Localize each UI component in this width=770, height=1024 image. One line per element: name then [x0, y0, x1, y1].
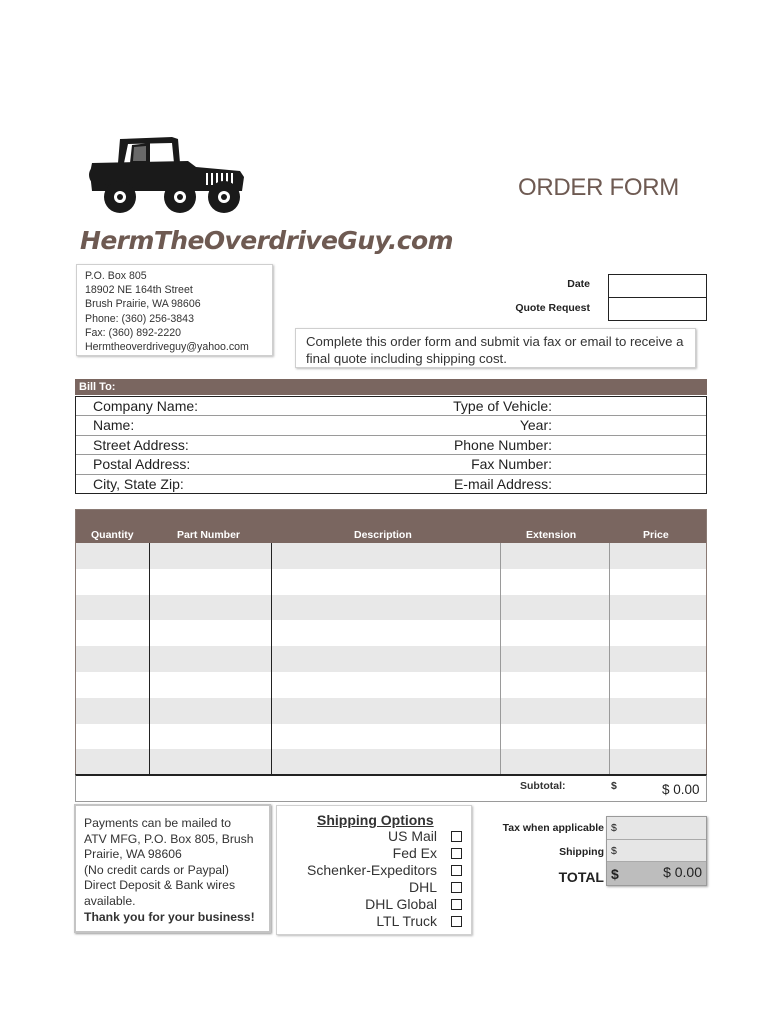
- bill-to-field-label: E-mail Address:: [453, 475, 552, 492]
- address-line: Phone: (360) 256-3843: [85, 312, 194, 325]
- bill-to-row[interactable]: [76, 455, 706, 474]
- shipping-options-box: [276, 805, 472, 935]
- bill-to-header: Bill To:: [75, 379, 707, 395]
- bill-to-field-label: Phone Number:: [453, 436, 552, 453]
- date-label: Date: [567, 278, 590, 290]
- shipping-option-label: Fed Ex: [392, 845, 437, 861]
- address-line: 18902 NE 164th Street: [85, 284, 193, 297]
- table-row[interactable]: [76, 620, 706, 646]
- total-value: $ 0.00: [663, 864, 702, 880]
- shipping-option-label: DHL: [408, 879, 437, 895]
- bill-to-field-label: Fax Number:: [471, 456, 552, 473]
- column-divider: [500, 543, 501, 775]
- payment-line: Direct Deposit & Bank wires: [84, 878, 236, 893]
- shipping-option-label: LTL Truck: [376, 913, 437, 929]
- bill-to-field-label: City, State Zip:: [93, 475, 184, 492]
- tax-label: Tax when applicable: [502, 822, 604, 834]
- column-divider: [149, 543, 150, 775]
- table-row[interactable]: [76, 543, 706, 569]
- shipping-option-checkbox[interactable]: [451, 865, 462, 876]
- page-title: ORDER FORM: [518, 174, 679, 201]
- subtotal-value: $ 0.00: [662, 782, 700, 797]
- totals-box: [606, 816, 707, 886]
- brand-name: HermTheOverdriveGuy.com: [80, 226, 454, 255]
- bill-to-field-label: Postal Address:: [93, 456, 191, 473]
- shipping-option-label: US Mail: [387, 828, 437, 844]
- total-currency: $: [611, 866, 619, 882]
- quote-request-label: Quote Request: [515, 302, 590, 314]
- subtotal-currency: $: [611, 780, 617, 792]
- bill-to-table: [75, 396, 707, 494]
- bill-to-field-label: Company Name:: [93, 398, 199, 414]
- shipping-option-checkbox[interactable]: [451, 899, 462, 910]
- order-items-table: [75, 509, 707, 774]
- shipping-option-checkbox[interactable]: [451, 882, 462, 893]
- shipping-fee-field[interactable]: [607, 840, 706, 862]
- table-row[interactable]: [76, 595, 706, 621]
- shipping-options-title: Shipping Options: [317, 812, 434, 828]
- payment-line: Payments can be mailed to: [84, 816, 232, 830]
- bill-to-row[interactable]: [76, 475, 706, 494]
- bill-to-row[interactable]: [76, 416, 706, 435]
- column-divider: [271, 543, 272, 775]
- bill-to-field-label: Year:: [519, 417, 552, 434]
- shipping-option-checkbox[interactable]: [451, 831, 462, 842]
- bill-to-row[interactable]: [76, 436, 706, 455]
- bill-to-field-label: Name:: [93, 417, 135, 434]
- table-row[interactable]: [76, 698, 706, 724]
- address-line: Brush Prairie, WA 98606: [85, 298, 201, 311]
- shipping-fee-label: Shipping: [559, 846, 604, 858]
- table-row[interactable]: [76, 569, 706, 595]
- table-row[interactable]: [76, 672, 706, 698]
- table-row[interactable]: [76, 749, 706, 775]
- tax-field[interactable]: [607, 817, 706, 840]
- table-row[interactable]: [76, 724, 706, 750]
- subtotal-label: Subtotal:: [520, 780, 566, 792]
- shipping-option-label: Schenker-Expeditors: [307, 862, 437, 878]
- payment-line: available.: [84, 893, 136, 908]
- bill-to-field-label: Street Address:: [93, 436, 189, 453]
- shipping-option-checkbox[interactable]: [451, 848, 462, 859]
- column-header-quantity: Quantity: [91, 529, 134, 541]
- payment-line: ATV MFG, P.O. Box 805, Brush: [84, 831, 254, 846]
- column-header-price: Price: [643, 529, 669, 541]
- shipping-option-checkbox[interactable]: [451, 916, 462, 927]
- address-block: [76, 264, 273, 356]
- table-header: [76, 510, 706, 543]
- address-line: Hermtheoverdriveguy@yahoo.com: [85, 341, 249, 354]
- payment-line: Prairie, WA 98606: [84, 847, 182, 862]
- column-header-part-number: Part Number: [177, 529, 241, 541]
- shipping-option-label: DHL Global: [365, 896, 437, 912]
- thank-you-text: Thank you for your business!: [84, 909, 255, 924]
- address-line: Fax: (360) 892-2220: [85, 326, 181, 339]
- shipping-fee-currency: $: [611, 845, 617, 857]
- address-line: P.O. Box 805: [85, 270, 147, 282]
- date-field[interactable]: [608, 274, 707, 298]
- total-label: TOTAL: [558, 869, 604, 885]
- instructions-note: Complete this order form and submit via fax or email to receive a final quote including shipping cost.: [295, 328, 696, 368]
- bill-to-row[interactable]: [76, 397, 706, 416]
- column-header-extension: Extension: [526, 529, 577, 541]
- tax-currency: $: [611, 822, 617, 834]
- payment-line: (No credit cards or Paypal): [84, 862, 229, 877]
- quote-request-field[interactable]: [608, 297, 707, 321]
- column-header-description: Description: [354, 529, 412, 541]
- column-divider: [609, 543, 610, 775]
- jeep-logo-icon: [88, 133, 246, 215]
- payment-info-box: [74, 804, 271, 933]
- total-field: [607, 862, 706, 885]
- bill-to-field-label: Type of Vehicle:: [453, 398, 552, 414]
- table-row[interactable]: [76, 646, 706, 672]
